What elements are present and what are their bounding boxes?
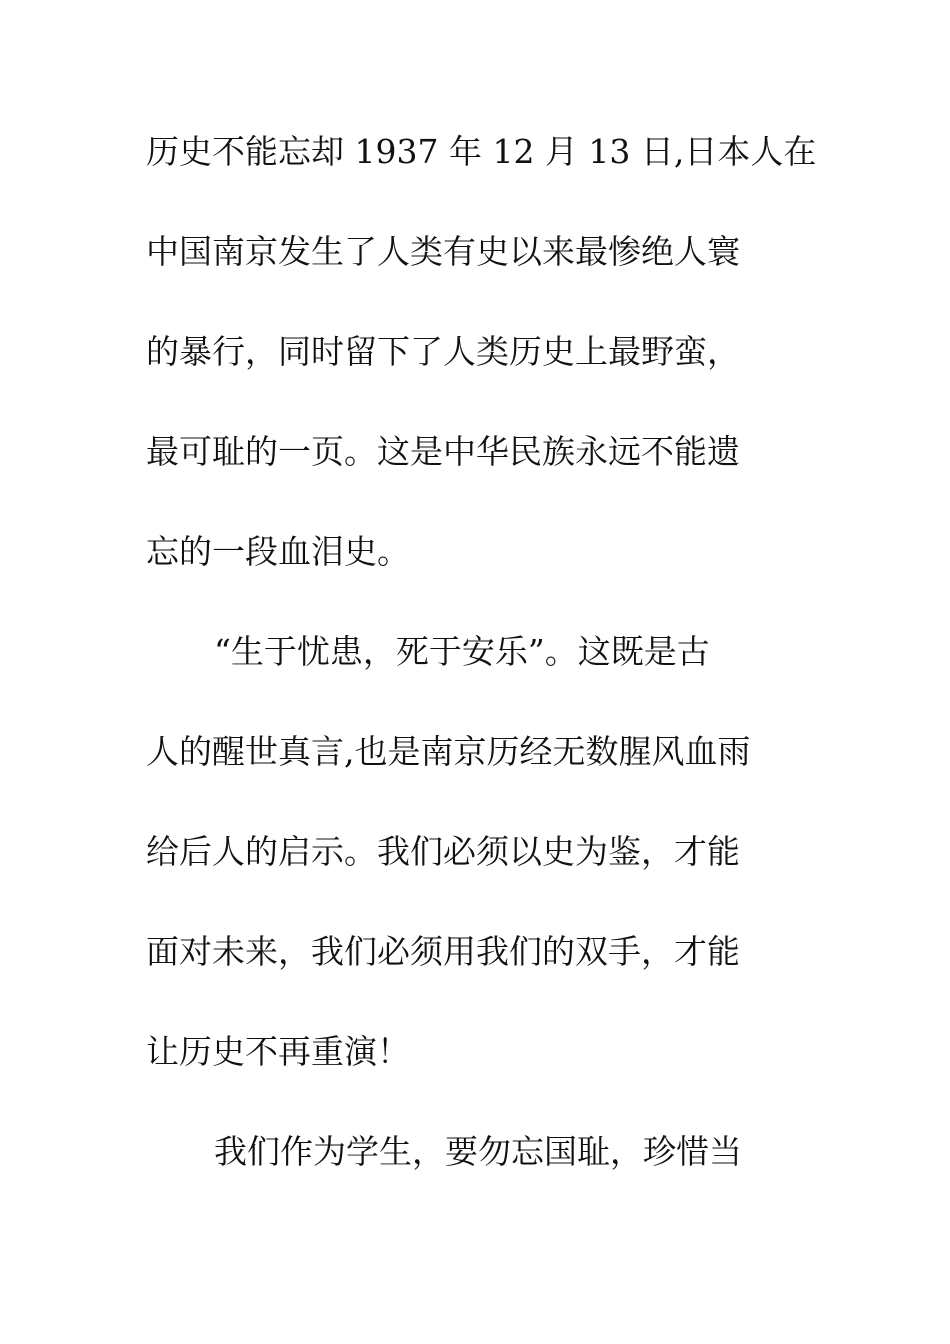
paragraph-start-line: 我们作为学生，要勿忘国耻，珍惜当 [214, 1132, 742, 1171]
text-line: 人的醒世真言,也是南京历经无数腥风血雨 [146, 732, 751, 771]
text-line: 中国南京发生了人类有史以来最惨绝人寰 [146, 232, 740, 271]
text-line: 最可耻的一页。这是中华民族永远不能遗 [146, 432, 740, 471]
text-line: 历史不能忘却 1937 年 12 月 13 日,日本人在 [146, 132, 817, 171]
text-line: 的暴行，同时留下了人类历史上最野蛮， [146, 332, 740, 371]
paragraph-start-line: “生于忧患，死于安乐”。这既是古 [214, 632, 710, 671]
text-line: 面对未来，我们必须用我们的双手，才能 [146, 932, 740, 971]
text-line: 忘的一段血泪史。 [146, 532, 410, 571]
text-line: 让历史不再重演！ [146, 1032, 410, 1071]
text-line: 给后人的启示。我们必须以史为鉴，才能 [146, 832, 740, 871]
